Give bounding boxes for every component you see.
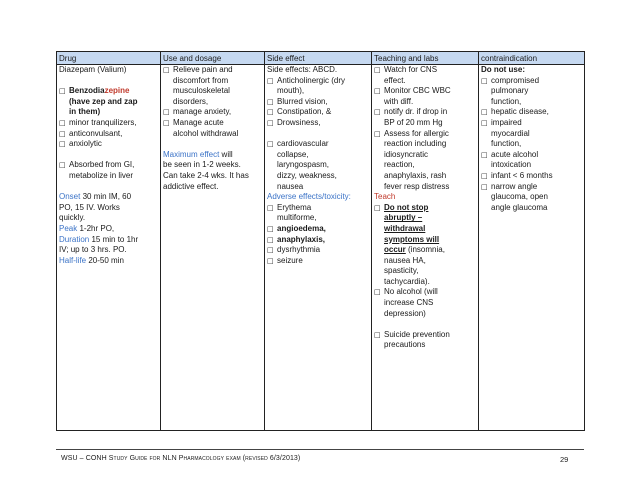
- teach-text: notify dr. if drop in: [384, 107, 448, 117]
- teach-text: depression): [384, 308, 426, 318]
- teach-warning: withdrawal: [384, 223, 426, 233]
- peak-text: 1-2hr PO,: [77, 223, 115, 233]
- contra-text: angle glaucoma: [491, 202, 548, 212]
- side-text: laryngospasm,: [277, 160, 330, 170]
- side-text: Anticholinergic (dry: [277, 75, 346, 85]
- teach-warning: Do not stop: [384, 202, 429, 212]
- list-item: [59, 160, 158, 181]
- onset-text: PO, 15 IV. Works: [59, 202, 120, 212]
- teach-text: anaphylaxis, rash: [384, 170, 447, 180]
- checkbox-icon: □: [59, 129, 66, 138]
- use-text: manage anxiety,: [173, 107, 232, 117]
- checkbox-icon: □: [267, 97, 274, 106]
- side-text: Drowsiness,: [277, 117, 321, 127]
- list-item: [374, 86, 476, 107]
- contra-text: acute alcohol: [491, 149, 539, 159]
- drug-cell: [57, 65, 161, 431]
- max-effect-text: Can take 2-4 wks. It has: [163, 170, 249, 180]
- teach-warning: symptoms will: [384, 234, 440, 244]
- checkbox-icon: □: [59, 87, 66, 96]
- list-item: [59, 86, 158, 118]
- checkbox-icon: □: [374, 330, 381, 339]
- list-item: [374, 203, 476, 288]
- checkbox-icon: □: [163, 118, 170, 127]
- contra-text: narrow angle: [491, 181, 538, 191]
- teach-text: Monitor CBC WBC: [384, 86, 451, 96]
- list-item: [267, 245, 369, 256]
- checkbox-icon: □: [481, 108, 488, 117]
- teach-text: Watch for CNS: [384, 65, 438, 74]
- adverse-label: Adverse effects/toxicity:: [267, 192, 351, 202]
- checkbox-icon: □: [267, 246, 274, 255]
- list-item: [481, 76, 582, 108]
- list-item: [267, 256, 369, 267]
- drug-use-item: minor tranquilizers,: [69, 117, 137, 127]
- teach-text: reaction,: [384, 160, 415, 170]
- teach-text: with diff.: [384, 96, 414, 106]
- header-drug: Drug: [57, 52, 161, 65]
- list-item: [481, 171, 582, 182]
- side-effects-intro: Side effects: ABCD.: [267, 65, 338, 74]
- use-text: disorders,: [173, 96, 209, 106]
- checkbox-icon: □: [163, 66, 170, 74]
- page-number: 29: [560, 455, 569, 464]
- checkbox-icon: □: [267, 235, 274, 244]
- drug-name: Diazepam (Valium): [59, 65, 127, 74]
- onset-label: Onset: [59, 192, 81, 202]
- list-item: [267, 118, 369, 129]
- peak-label: Peak: [59, 223, 78, 233]
- checkbox-icon: □: [481, 171, 488, 180]
- side-text: cardiovascular: [277, 139, 329, 149]
- use-text: alcohol withdrawal: [173, 128, 239, 138]
- teach-label: Teach: [374, 192, 396, 202]
- list-item: [374, 287, 476, 319]
- side-text: collapse,: [277, 149, 309, 159]
- use-dosage-cell: [161, 65, 265, 431]
- duration-text: IV; up to 3 hrs. PO.: [59, 245, 127, 255]
- side-text: Constipation, &: [277, 107, 332, 117]
- adverse-text: multiforme,: [277, 213, 317, 223]
- list-item: [267, 107, 369, 118]
- header-contraindication: contraindication: [479, 52, 585, 65]
- contra-text: hepatic disease,: [491, 107, 549, 117]
- checkbox-icon: □: [163, 108, 170, 117]
- list-item: [163, 118, 262, 139]
- list-item: [163, 107, 262, 118]
- absorb-line: Absorbed from GI,: [69, 160, 135, 170]
- contra-text: pulmonary: [491, 86, 529, 96]
- adverse-text: anaphylaxis,: [277, 234, 326, 244]
- side-text: Blurred vision,: [277, 96, 328, 106]
- checkbox-icon: □: [267, 76, 274, 85]
- teach-text: BP of 20 mm Hg: [384, 117, 443, 127]
- teach-text: idiosyncratic: [384, 149, 429, 159]
- teach-text: precautions: [384, 340, 426, 350]
- onset-text: quickly.: [59, 213, 86, 223]
- use-text: discomfort from: [173, 75, 229, 85]
- adverse-text: Erythema: [277, 202, 312, 212]
- list-item: [374, 65, 476, 86]
- max-effect-text: be seen in 1-2 weeks.: [163, 160, 241, 170]
- duration-text: 15 min to 1hr: [89, 234, 139, 244]
- list-item: [59, 139, 158, 150]
- list-item: [59, 118, 158, 129]
- adverse-text: seizure: [277, 255, 303, 265]
- contra-text: function,: [491, 96, 522, 106]
- teach-text: reaction including: [384, 139, 447, 149]
- checkbox-icon: □: [374, 87, 381, 96]
- checkbox-icon: □: [267, 118, 274, 127]
- checkbox-icon: □: [481, 182, 488, 191]
- adverse-text: angioedema,: [277, 223, 326, 233]
- checkbox-icon: □: [481, 76, 488, 85]
- contraindication-cell: [479, 65, 585, 431]
- contra-text: myocardial: [491, 128, 530, 138]
- contra-text: intoxication: [491, 160, 532, 170]
- footer-divider: [56, 449, 584, 450]
- checkbox-icon: □: [267, 224, 274, 233]
- side-text: nausea: [277, 181, 304, 191]
- use-text: Manage acute: [173, 117, 224, 127]
- teach-text: No alcohol (will: [384, 287, 438, 297]
- teach-text: Suicide prevention: [384, 329, 450, 339]
- checkbox-icon: □: [59, 140, 66, 149]
- drug-use-item: anxiolytic: [69, 139, 102, 149]
- side-effect-cell: [265, 65, 372, 431]
- halflife-text: 20-50 min: [86, 255, 124, 265]
- checkbox-icon: □: [267, 140, 274, 149]
- checkbox-icon: □: [59, 161, 66, 170]
- halflife-label: Half-life: [59, 255, 87, 265]
- use-text: musculoskeletal: [173, 86, 230, 96]
- teach-warning: occur: [384, 245, 406, 255]
- max-effect-text: will: [219, 149, 233, 159]
- list-item: [374, 330, 476, 351]
- contra-text: impaired: [491, 117, 522, 127]
- max-effect-label: Maximum effect: [163, 149, 220, 159]
- list-item: [481, 118, 582, 150]
- drug-class-line3: in them): [69, 107, 101, 117]
- list-item: [163, 65, 262, 107]
- drug-class-line2: (have zep and zap: [69, 96, 138, 106]
- checkbox-icon: □: [267, 203, 274, 212]
- contra-text: infant < 6 months: [491, 170, 553, 180]
- side-text: dizzy, weakness,: [277, 170, 337, 180]
- list-item: [267, 235, 369, 246]
- contra-text: compromised: [491, 75, 540, 85]
- list-item: [267, 76, 369, 97]
- drug-class-suffix: zepine: [104, 86, 130, 96]
- checkbox-icon: □: [374, 203, 381, 212]
- list-item: [267, 224, 369, 235]
- teach-text: (insomnia,: [405, 245, 445, 255]
- list-item: [267, 203, 369, 224]
- checkbox-icon: □: [374, 288, 381, 297]
- list-item: [374, 129, 476, 193]
- drug-class-prefix: Benzodia: [69, 86, 105, 96]
- header-use-dosage: Use and dosage: [161, 52, 265, 65]
- teach-warning: abruptly –: [384, 213, 423, 223]
- list-item: [481, 182, 582, 214]
- header-side-effect: Side effect: [265, 52, 372, 65]
- teach-text: fever resp distress: [384, 181, 450, 191]
- teach-text: tachycardia).: [384, 276, 430, 286]
- checkbox-icon: □: [481, 150, 488, 159]
- contra-text: function,: [491, 139, 522, 149]
- checkbox-icon: □: [267, 108, 274, 117]
- header-teaching-labs: Teaching and labs: [372, 52, 479, 65]
- teach-text: nausea HA,: [384, 255, 426, 265]
- teach-text: Assess for allergic: [384, 128, 449, 138]
- checkbox-icon: □: [59, 118, 66, 127]
- list-item: [481, 150, 582, 171]
- max-effect-text: addictive effect.: [163, 181, 219, 191]
- list-item: [481, 107, 582, 118]
- list-item: [59, 129, 158, 140]
- list-item: [267, 139, 369, 192]
- list-item: [374, 107, 476, 128]
- checkbox-icon: □: [374, 66, 381, 74]
- table-header-row: [57, 52, 585, 65]
- teach-text: increase CNS: [384, 298, 434, 308]
- footer-text: WSU – CONH Study Guide for NLN Pharmacology exam (revised 6/3/2013): [61, 455, 301, 462]
- table-row: [57, 65, 585, 431]
- side-text: mouth),: [277, 86, 305, 96]
- teaching-labs-cell: [372, 65, 479, 431]
- contra-text: glaucoma, open: [491, 192, 548, 202]
- contra-label: Do not use:: [481, 65, 525, 74]
- onset-text: 30 min IM, 60: [80, 192, 132, 202]
- duration-label: Duration: [59, 234, 90, 244]
- checkbox-icon: □: [374, 129, 381, 138]
- checkbox-icon: □: [374, 108, 381, 117]
- drug-table: [56, 51, 585, 431]
- absorb-line: metabolize in liver: [69, 170, 134, 180]
- checkbox-icon: □: [481, 118, 488, 127]
- adverse-text: dysrhythmia: [277, 245, 321, 255]
- use-text: Relieve pain and: [173, 65, 233, 74]
- teach-text: effect.: [384, 75, 406, 85]
- checkbox-icon: □: [267, 256, 274, 265]
- drug-use-item: anticonvulsant,: [69, 128, 123, 138]
- list-item: [267, 97, 369, 108]
- teach-text: spasticity,: [384, 266, 419, 276]
